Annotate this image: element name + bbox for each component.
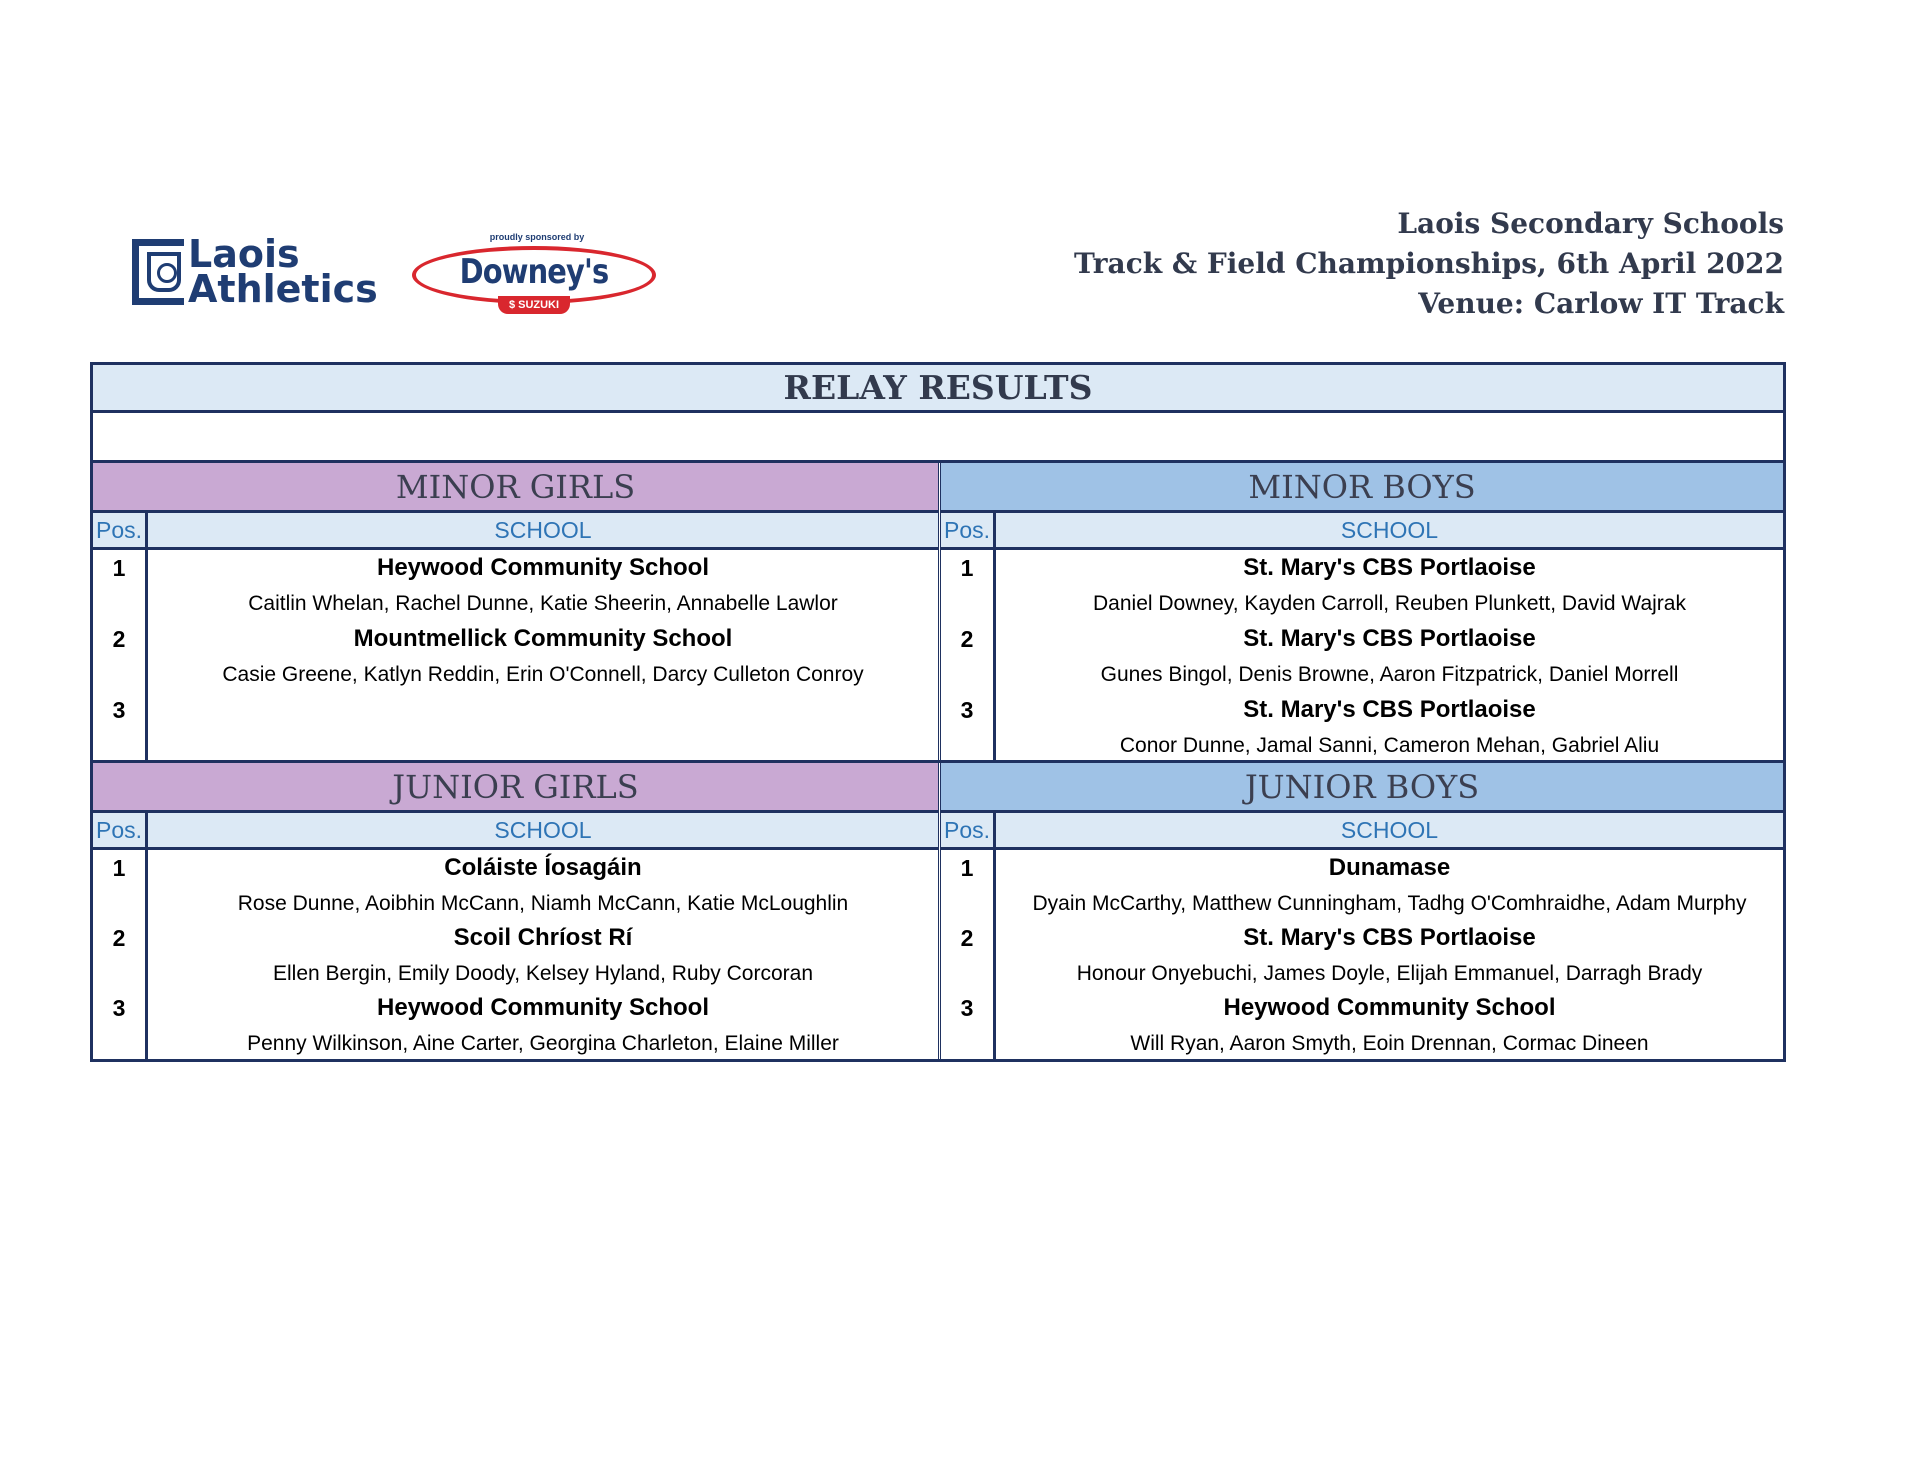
sponsor-tagline: proudly sponsored by xyxy=(489,232,585,242)
title-line-1: Laois Secondary Schools xyxy=(1397,207,1784,240)
position-number: 3 xyxy=(960,995,974,1021)
position-number: 1 xyxy=(112,855,126,881)
team-members: Will Ryan, Aaron Smyth, Eoin Drennan, Cormac Dineen xyxy=(1130,1032,1649,1055)
spacer-row xyxy=(93,413,1783,463)
group-junior-boys xyxy=(941,763,1783,1059)
group-junior-girls xyxy=(93,763,938,1059)
position-number: 1 xyxy=(960,855,974,881)
pos-column xyxy=(941,850,996,1059)
title-line-2: Track & Field Championships, 6th April 2022 xyxy=(1074,247,1784,280)
school-name: St. Mary's CBS Portlaoise xyxy=(1243,696,1536,723)
column-headers xyxy=(941,513,1783,550)
team-members: Casie Greene, Katlyn Reddin, Erin O'Connell, Darcy Culleton Conroy xyxy=(222,663,864,686)
position-cell xyxy=(93,850,145,920)
pos-header: Pos. xyxy=(93,813,148,847)
school-column xyxy=(996,850,1783,1059)
school-column xyxy=(148,850,938,1059)
sponsor-logo xyxy=(412,232,662,316)
school-column xyxy=(996,550,1783,763)
relay-results-table xyxy=(90,362,1786,1062)
school-column xyxy=(148,550,938,763)
result-entry xyxy=(148,990,938,1060)
section-separator xyxy=(93,760,1783,763)
position-cell xyxy=(941,621,993,692)
column-headers xyxy=(93,813,938,850)
sponsor-sub-brand: $ SUZUKI xyxy=(498,296,570,314)
team-members xyxy=(148,728,938,763)
school-name: Heywood Community School xyxy=(1223,994,1556,1021)
relay-results-banner: RELAY RESULTS xyxy=(93,365,1783,413)
group-title: MINOR BOYS xyxy=(941,463,1783,513)
logo-line-1: Laois xyxy=(188,232,300,276)
team-members: Rose Dunne, Aoibhin McCann, Niamh McCann, Katie McLoughlin xyxy=(237,892,849,915)
school-header: SCHOOL xyxy=(494,517,592,543)
pos-column xyxy=(941,550,996,763)
school-name: Coláiste Íosagáin xyxy=(444,854,642,881)
column-headers xyxy=(941,813,1783,850)
position-cell xyxy=(93,692,145,763)
school-name: Mountmellick Community School xyxy=(353,625,733,652)
laois-athletics-crest-icon xyxy=(132,239,184,305)
result-entry xyxy=(996,550,1783,621)
position-number: 3 xyxy=(112,995,126,1021)
result-entry xyxy=(996,990,1783,1060)
position-cell xyxy=(941,550,993,621)
result-rows xyxy=(941,550,1783,763)
group-title: MINOR GIRLS xyxy=(93,463,938,513)
position-number: 2 xyxy=(112,626,126,652)
position-number: 1 xyxy=(112,555,126,581)
team-members: Daniel Downey, Kayden Carroll, Reuben Plunkett, David Wajrak xyxy=(1093,592,1686,615)
result-rows xyxy=(93,550,938,763)
position-number: 3 xyxy=(960,697,974,723)
pos-header: Pos. xyxy=(941,813,996,847)
team-members: Ellen Bergin, Emily Doody, Kelsey Hyland, Ruby Corcoran xyxy=(272,962,813,985)
position-cell xyxy=(93,621,145,692)
team-members: Penny Wilkinson, Aine Carter, Georgina Charleton, Elaine Miller xyxy=(247,1032,839,1055)
position-number: 1 xyxy=(960,555,974,581)
sponsor-brand: Downey's xyxy=(459,252,609,292)
result-entry xyxy=(148,550,938,621)
school-header: SCHOOL xyxy=(494,817,592,843)
group-title: JUNIOR BOYS xyxy=(941,763,1783,813)
position-cell xyxy=(941,990,993,1060)
school-name: Heywood Community School xyxy=(376,994,709,1021)
pos-header: Pos. xyxy=(941,513,996,547)
team-members: Conor Dunne, Jamal Sanni, Cameron Mehan, Gabriel Aliu xyxy=(1119,734,1660,757)
column-headers xyxy=(93,513,938,550)
laois-athletics-logo xyxy=(132,232,378,311)
position-number: 2 xyxy=(960,626,974,652)
team-members: Honour Onyebuchi, James Doyle, Elijah Emmanuel, Darragh Brady xyxy=(1076,962,1703,985)
pos-column xyxy=(93,550,148,763)
school-header: SCHOOL xyxy=(1340,517,1439,543)
school-name: St. Mary's CBS Portlaoise xyxy=(1243,554,1536,581)
pos-column xyxy=(93,850,148,1059)
school-name: Scoil Chríost Rí xyxy=(453,924,633,951)
result-entry xyxy=(996,621,1783,692)
school-name: Dunamase xyxy=(1328,854,1451,881)
team-members: Dyain McCarthy, Matthew Cunningham, Tadhg O'Comhraidhe, Adam Murphy xyxy=(1032,892,1747,915)
school-header: SCHOOL xyxy=(1340,817,1439,843)
team-members: Gunes Bingol, Denis Browne, Aaron Fitzpatrick, Daniel Morrell xyxy=(1100,663,1679,686)
school-name: St. Mary's CBS Portlaoise xyxy=(1243,625,1536,652)
position-number: 2 xyxy=(960,925,974,951)
group-title: JUNIOR GIRLS xyxy=(93,763,938,813)
school-name: Heywood Community School xyxy=(376,554,709,581)
title-line-3: Venue: Carlow IT Track xyxy=(1418,287,1784,320)
position-cell xyxy=(941,850,993,920)
group-minor-boys xyxy=(941,463,1783,763)
result-entry xyxy=(996,920,1783,990)
position-number: 2 xyxy=(112,925,126,951)
position-cell xyxy=(93,920,145,990)
position-cell xyxy=(941,692,993,763)
event-title xyxy=(1074,204,1784,324)
group-minor-girls xyxy=(93,463,938,763)
school-name: St. Mary's CBS Portlaoise xyxy=(1243,924,1536,951)
result-entry xyxy=(148,621,938,692)
result-entry xyxy=(996,692,1783,763)
school-name xyxy=(148,692,938,728)
result-entry xyxy=(148,920,938,990)
position-cell xyxy=(93,550,145,621)
result-rows xyxy=(93,850,938,1059)
result-entry xyxy=(996,850,1783,920)
result-rows xyxy=(941,850,1783,1059)
team-members: Caitlin Whelan, Rachel Dunne, Katie Sheerin, Annabelle Lawlor xyxy=(248,592,838,615)
position-number: 3 xyxy=(112,697,126,723)
pos-header: Pos. xyxy=(93,513,148,547)
logo-area xyxy=(132,232,672,320)
result-entry xyxy=(148,850,938,920)
logo-line-2: Athletics xyxy=(188,267,378,311)
position-cell xyxy=(941,920,993,990)
laois-athletics-wordmark xyxy=(188,232,378,311)
position-cell xyxy=(93,990,145,1060)
result-entry xyxy=(148,692,938,763)
